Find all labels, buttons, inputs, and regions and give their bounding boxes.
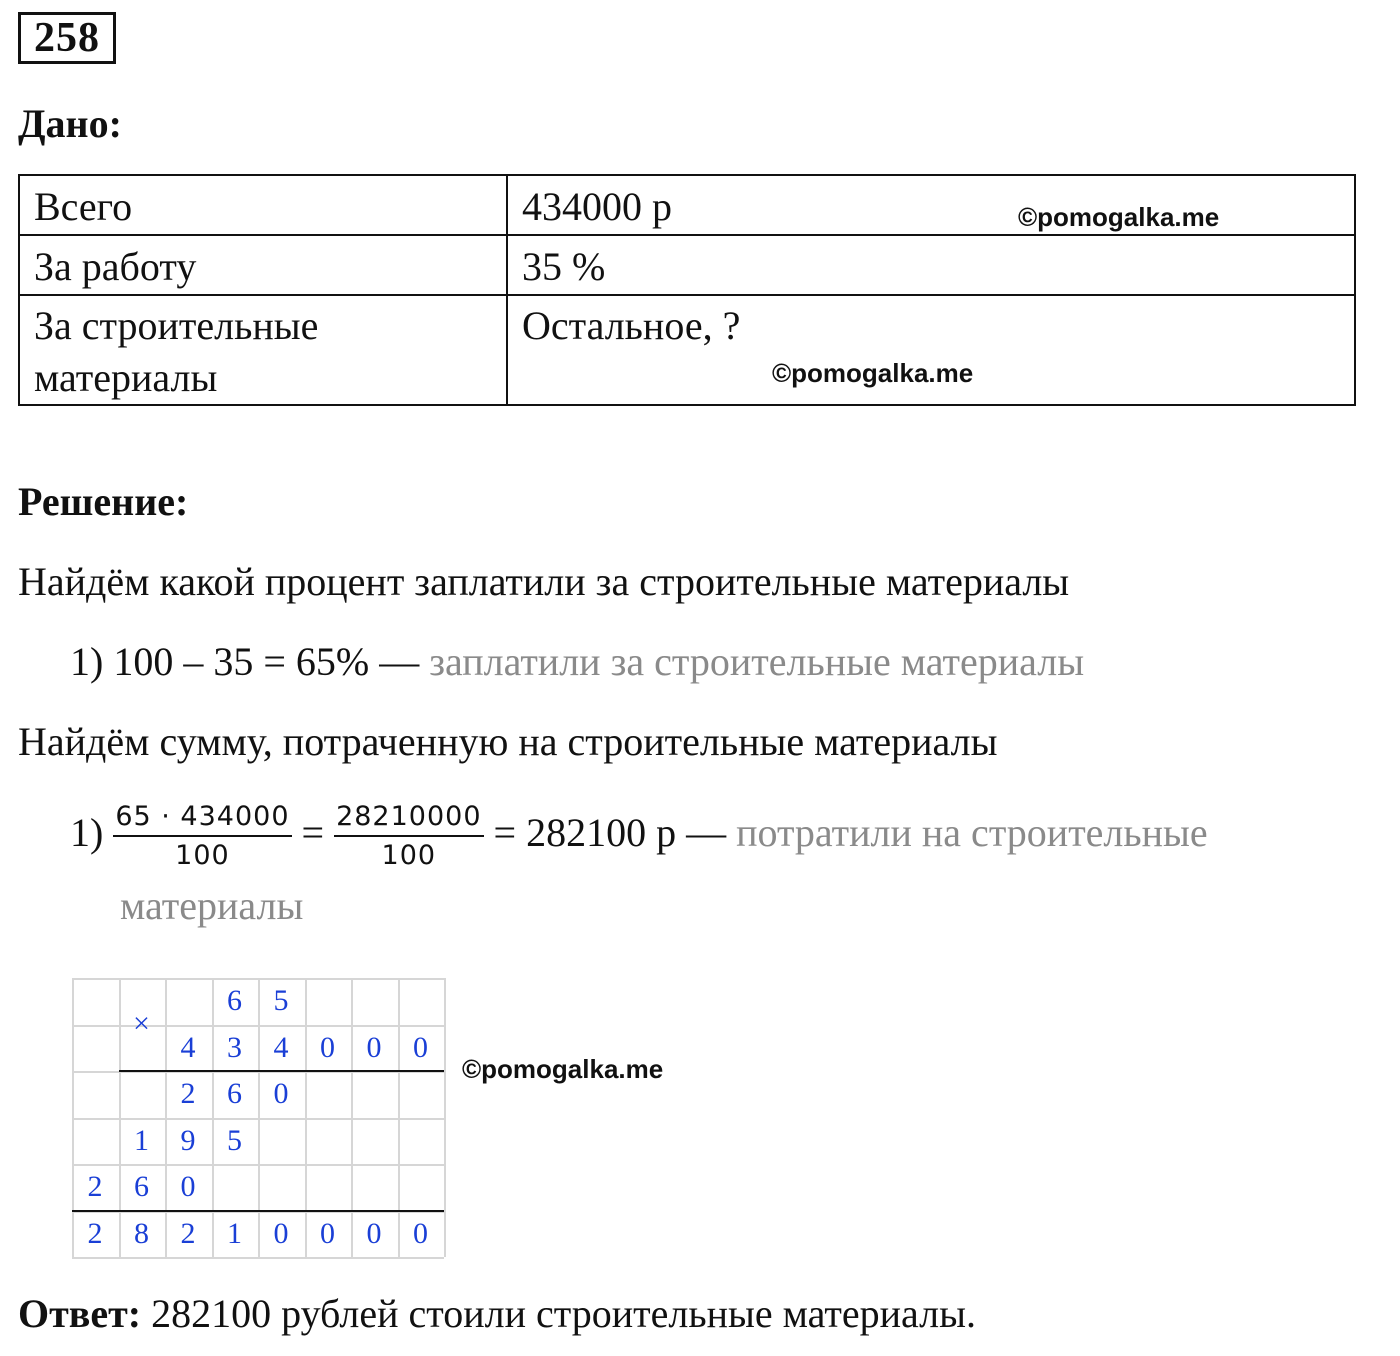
step-2-number: 1) bbox=[70, 810, 104, 855]
fraction-1-denominator: 100 bbox=[175, 839, 230, 871]
step-2-note-line2: материалы bbox=[120, 883, 304, 928]
digit-cell: 6 bbox=[227, 984, 242, 1017]
answer-label: Ответ: bbox=[18, 1291, 142, 1336]
digit-cell: 4 bbox=[180, 1030, 196, 1064]
digit-cell: 0 bbox=[366, 1030, 382, 1064]
digit-cell: 3 bbox=[227, 1030, 242, 1064]
fraction-2-numerator: 28210000 bbox=[334, 801, 483, 837]
equals-sign: = bbox=[301, 810, 325, 855]
digit-cell: 0 bbox=[366, 1216, 382, 1250]
answer bbox=[18, 1290, 976, 1337]
step-1-note: заплатили за строительные материалы bbox=[429, 639, 1085, 684]
digit-cell: 0 bbox=[180, 1170, 196, 1203]
fraction-1 bbox=[113, 801, 291, 873]
digit-cell: 0 bbox=[320, 1216, 335, 1250]
grid-line bbox=[72, 1257, 444, 1259]
step-2-result: = 282100 р — bbox=[493, 810, 727, 855]
digit-cell: 0 bbox=[320, 1030, 335, 1064]
digit-cell: 1 bbox=[227, 1216, 242, 1250]
digit-cell: 2 bbox=[180, 1077, 196, 1110]
digit-cell: 0 bbox=[273, 1216, 289, 1250]
digit-cell: 0 bbox=[273, 1077, 289, 1110]
given-value-total: 434000 р bbox=[507, 175, 1355, 235]
digit-cell: 6 bbox=[227, 1077, 242, 1110]
digit-cell: 5 bbox=[273, 984, 289, 1017]
solution-step-1 bbox=[70, 638, 1084, 685]
digit-cell: 2 bbox=[87, 1216, 103, 1250]
given-label-materials bbox=[19, 295, 507, 405]
digit-cell: 2 bbox=[180, 1216, 196, 1250]
grid-line bbox=[444, 978, 446, 1257]
digit-cell: 9 bbox=[180, 1123, 196, 1157]
digit-cell: 5 bbox=[227, 1123, 242, 1157]
table-row bbox=[19, 235, 1355, 295]
solution-intro-2: Найдём сумму, потраченную на строительные материалы bbox=[18, 719, 998, 764]
digit-cell: 8 bbox=[134, 1216, 149, 1250]
given-label-total: Всего bbox=[19, 175, 507, 235]
solution-intro-1: Найдём какой процент заплатили за строительные материалы bbox=[18, 559, 1070, 604]
given-label-materials-line1: За строительные bbox=[34, 303, 319, 348]
problem-number: 258 bbox=[18, 12, 116, 64]
fraction-2-denominator: 100 bbox=[381, 839, 437, 871]
given-label-materials-line2: материалы bbox=[34, 355, 218, 400]
given-heading: Дано: bbox=[18, 101, 122, 146]
step-1-expression: 1) 100 – 35 = 65% — bbox=[70, 639, 420, 684]
solution-step-2 bbox=[70, 790, 1208, 876]
table-row bbox=[19, 295, 1355, 405]
digit-cell: 6 bbox=[134, 1170, 149, 1203]
answer-text: 282100 рублей стоили строительные материалы. bbox=[151, 1291, 976, 1336]
digit-cell: 0 bbox=[413, 1030, 428, 1064]
digit-cell: 1 bbox=[134, 1123, 149, 1157]
watermark: ©pomogalka.me bbox=[1018, 202, 1220, 232]
digit-cell: 4 bbox=[273, 1030, 289, 1064]
solution-heading: Решение: bbox=[18, 479, 189, 524]
result-rule bbox=[119, 1070, 445, 1072]
watermark: ©pomogalka.me bbox=[462, 1054, 664, 1084]
given-label-work: За работу bbox=[19, 235, 507, 295]
fraction-1-numerator: 65 · 434000 bbox=[113, 801, 291, 837]
given-value-materials: Остальное, ? bbox=[507, 295, 1355, 405]
watermark: ©pomogalka.me bbox=[772, 358, 974, 388]
multiply-sign: × bbox=[133, 1007, 150, 1041]
fraction-2 bbox=[334, 801, 483, 873]
digit-cell: 0 bbox=[413, 1216, 428, 1250]
sum-rule bbox=[72, 1210, 444, 1212]
digit-cell: 2 bbox=[87, 1170, 103, 1203]
step-2-note-line1: потратили на строительные bbox=[736, 810, 1208, 855]
given-value-work: 35 % bbox=[507, 235, 1355, 295]
